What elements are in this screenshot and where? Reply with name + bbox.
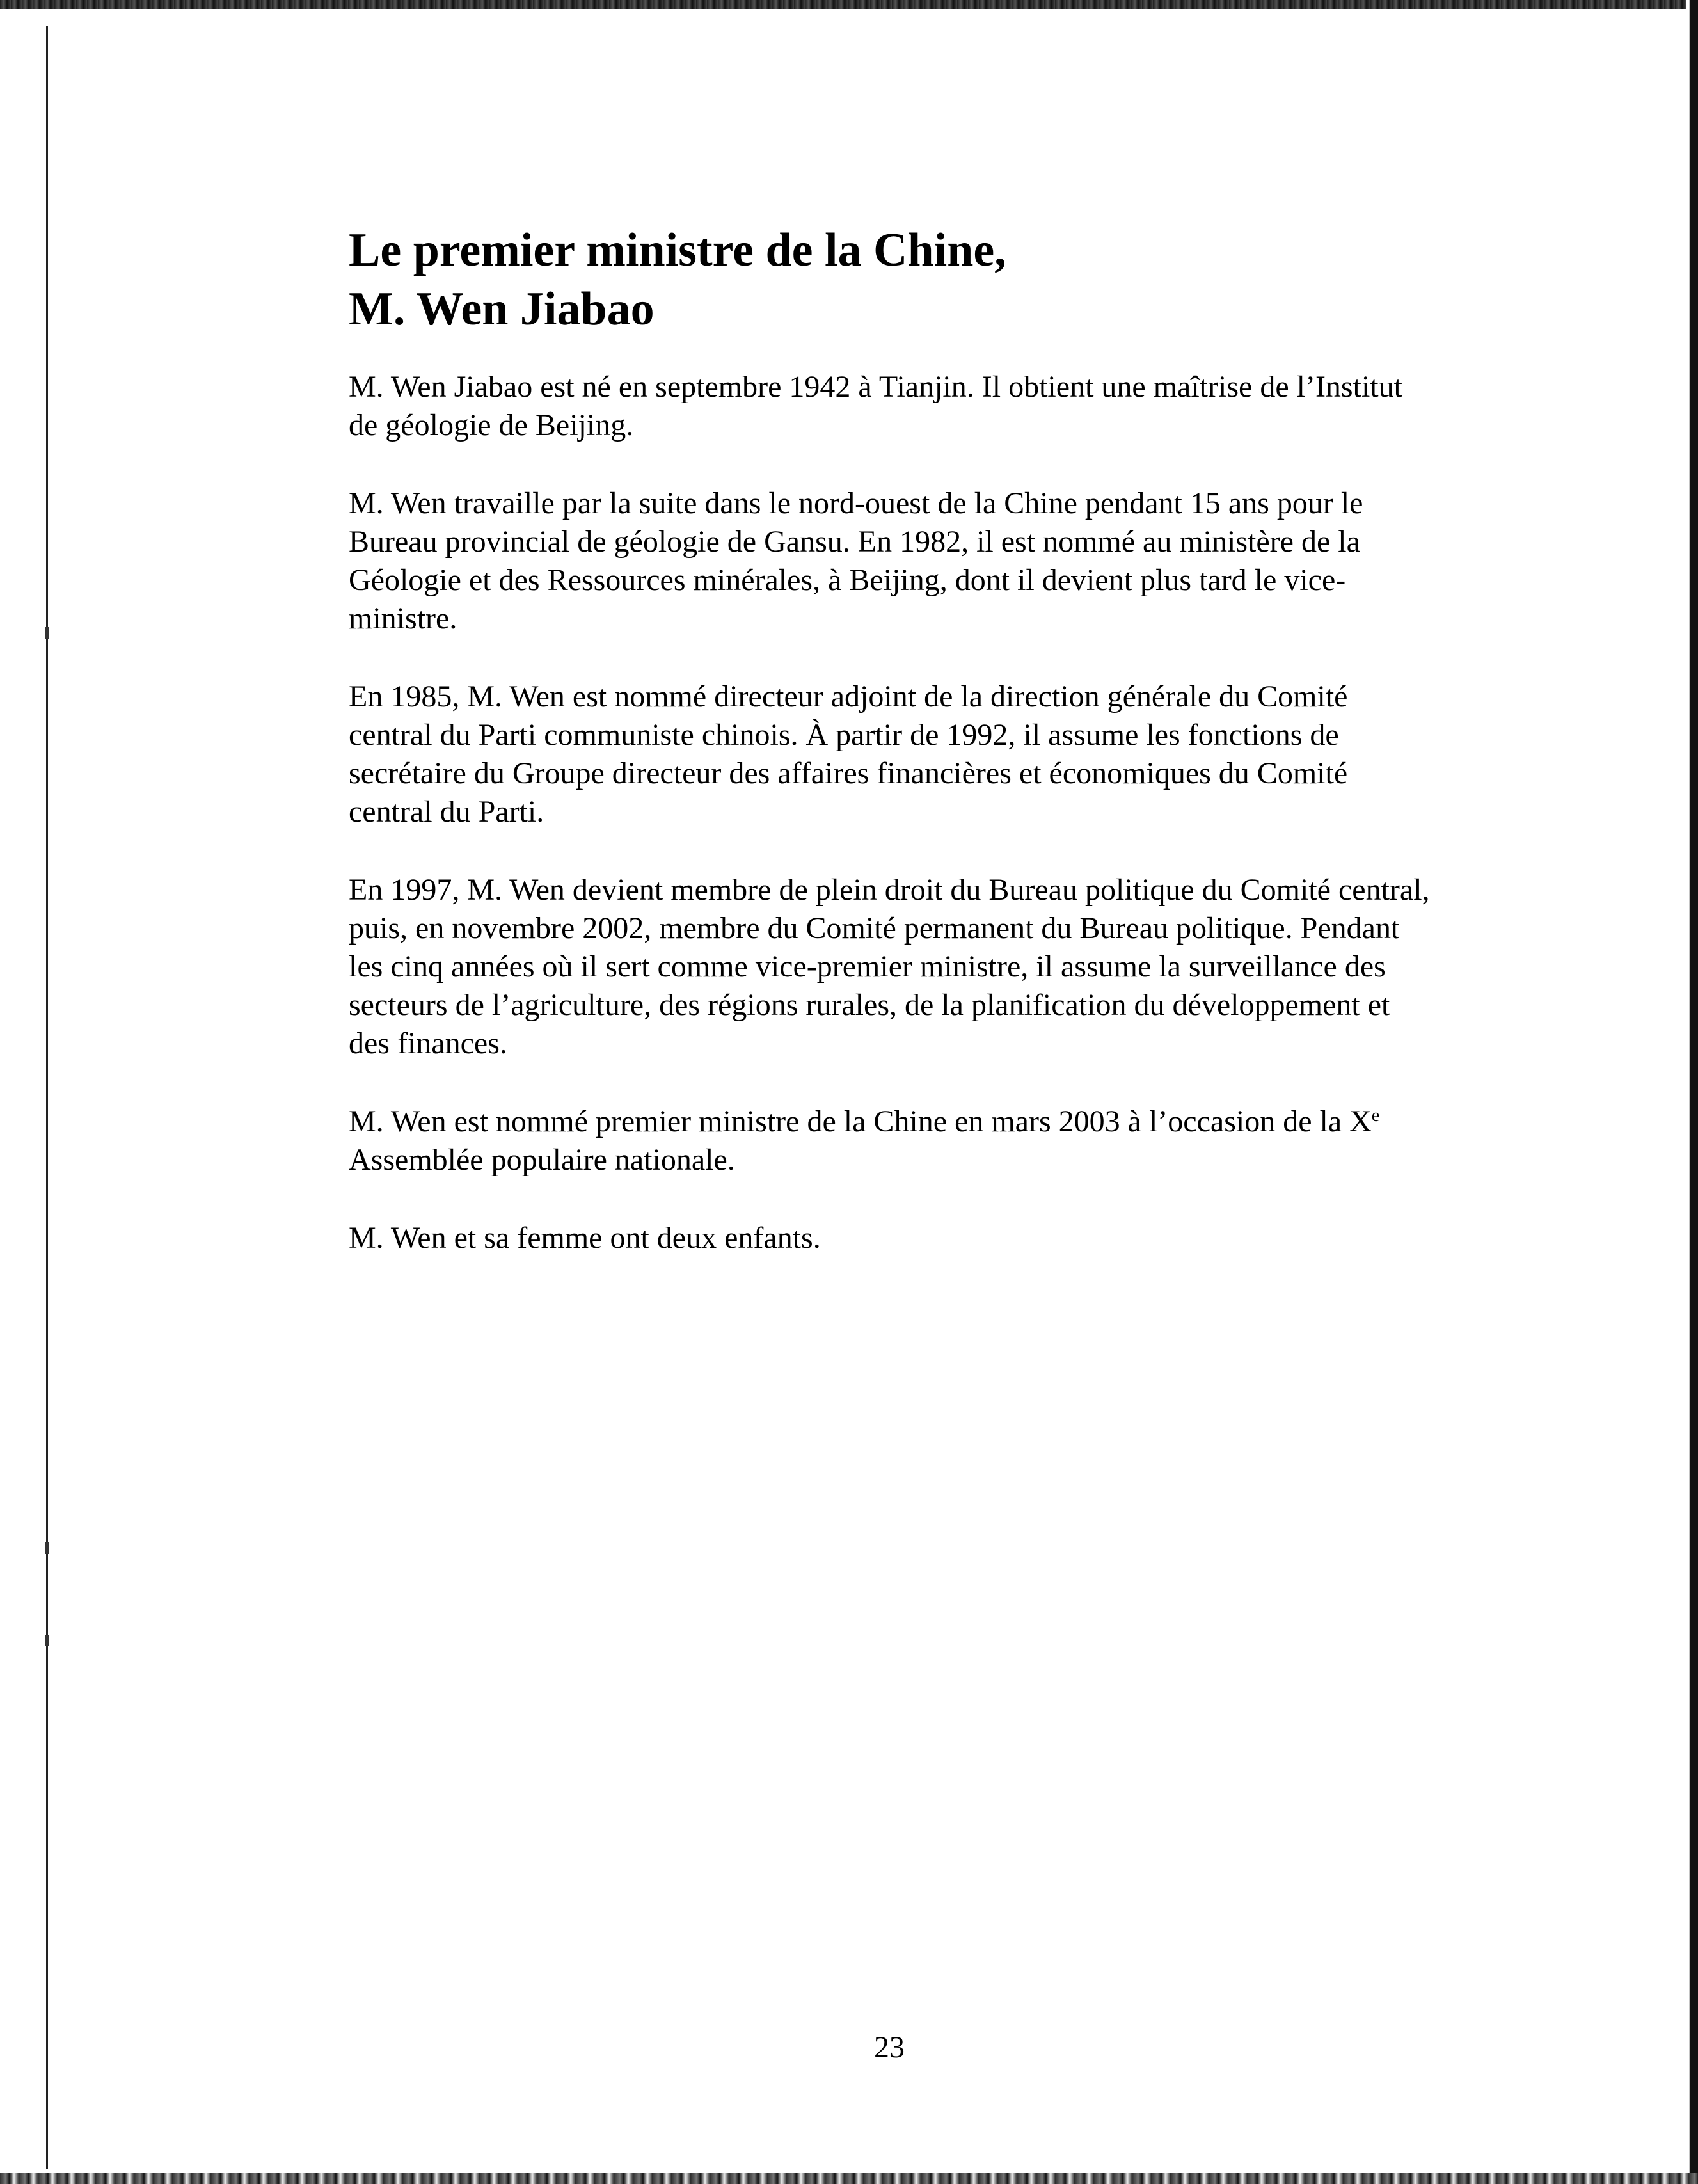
page-title — [349, 221, 1436, 339]
scan-edge-right — [1686, 0, 1698, 2184]
title-line-2: M. Wen Jiabao — [349, 283, 655, 335]
title-line-1: Le premier ministre de la Chine, — [349, 224, 1006, 276]
paragraph-premier-appointment — [349, 1103, 1436, 1179]
paragraph-geology-career: M. Wen travaille par la suite dans le nord-ouest de la Chine pendant 15 ans pour le Bureau provincial de géologie de Gansu. En 1982, il est nommé au ministère de la Géologie et des Ressources minérales, à Beijing, dont il devient plus tard le vice-ministre. — [349, 486, 1363, 635]
body-text — [349, 368, 1436, 1297]
binding-margin-line — [46, 26, 48, 2169]
scan-edge-bottom — [0, 2173, 1698, 2184]
paragraph-party-role: En 1985, M. Wen est nommé directeur adjoint de la direction générale du Comité central du Parti communiste chinois. À partir de 1992, il assume les fonctions de secrétaire du Groupe directeur des affaires financières et économiques du Comité central du Parti. — [349, 680, 1348, 829]
premier-text-after: Assemblée populaire nationale. — [349, 1143, 735, 1177]
margin-tick — [45, 1635, 49, 1646]
superscript-e: e — [1371, 1106, 1380, 1126]
paragraph-birth: M. Wen Jiabao est né en septembre 1942 à Tianjin. Il obtient une maîtrise de l’Institut de géologie de Beijing. — [349, 370, 1402, 442]
paragraph-politburo: En 1997, M. Wen devient membre de plein droit du Bureau politique du Comité central, puis, en novembre 2002, membre du Comité permanent du Bureau politique. Pendant les cinq années où il sert comme vice-premier ministre, il assume la surveillance des secteurs de l’agriculture, des régions rurales, de la planification du développement et des finances. — [349, 873, 1430, 1060]
page-number: 23 — [874, 2030, 905, 2064]
paragraph-family: M. Wen et sa femme ont deux enfants. — [349, 1221, 821, 1255]
margin-tick — [45, 627, 49, 639]
scan-edge-top — [0, 0, 1698, 9]
premier-text-before: M. Wen est nommé premier ministre de la Chine en mars 2003 à l’occasion de la X — [349, 1104, 1372, 1138]
margin-tick — [45, 1542, 49, 1554]
